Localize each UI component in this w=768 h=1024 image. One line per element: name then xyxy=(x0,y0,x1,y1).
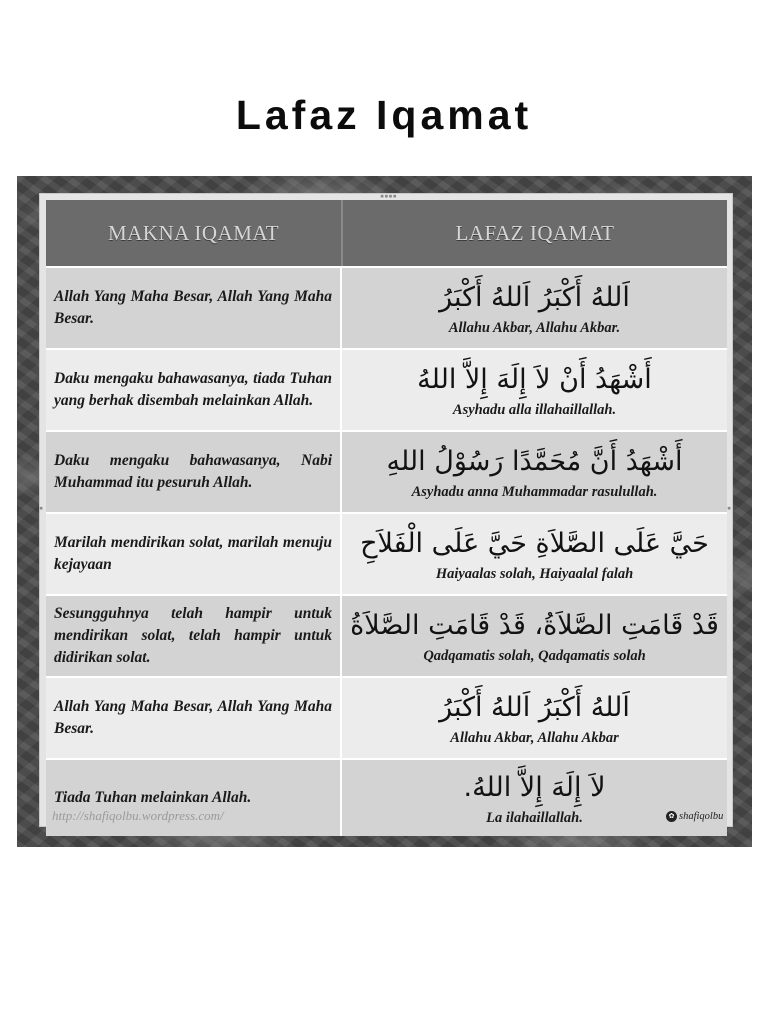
meaning-text: Daku mengaku bahawasanya, tiada Tuhan yang berhak disembah melainkan Allah. xyxy=(54,370,332,409)
lafaz-cell xyxy=(342,268,727,348)
meaning-cell xyxy=(46,350,342,430)
transliteration-text: Haiyaalas solah, Haiyaalal falah xyxy=(435,565,634,582)
transliteration-text: Asyhadu anna Muhammadar rasulullah. xyxy=(411,483,658,500)
lafaz-cell xyxy=(342,678,727,758)
frame-handle-right: ▪ xyxy=(727,504,732,512)
arabic-text: أَشْهَدُ أَنْ لاَ إِلَهَ إِلاَّ اللهُ xyxy=(417,363,652,395)
watermark-url: http://shafiqolbu.wordpress.com/ xyxy=(52,808,224,823)
meaning-text: Allah Yang Maha Besar, Allah Yang Maha Besar. xyxy=(54,288,332,327)
transliteration-text: Allahu Akbar, Allahu Akbar. xyxy=(448,319,621,336)
meaning-cell xyxy=(46,760,342,836)
iqamat-table xyxy=(46,200,727,836)
lafaz-cell xyxy=(342,596,727,676)
meaning-text: Daku mengaku bahawasanya, Nabi Muhammad itu pesuruh Allah. xyxy=(54,452,332,491)
meaning-cell xyxy=(46,514,342,594)
arabic-text: أَشْهَدُ أَنَّ مُحَمَّدًا رَسُوْلُ اللهِ xyxy=(386,445,683,477)
lafaz-cell xyxy=(342,760,727,836)
header-makna-iqamat: MAKNA IQAMAT xyxy=(46,200,342,266)
transliteration-text: Asyhadu alla illahaillallah. xyxy=(452,401,617,418)
header-lafaz-iqamat: LAFAZ IQAMAT xyxy=(342,200,727,266)
meaning-text: Marilah mendirikan solat, marilah menuju kejayaan xyxy=(54,534,332,573)
lafaz-cell xyxy=(342,432,727,512)
transliteration-text: Allahu Akbar, Allahu Akbar xyxy=(450,729,619,746)
meaning-cell xyxy=(46,678,342,758)
meaning-text: Sesungguhnya telah hampir untuk mendirikan solat, telah hampir untuk didirikan solat. xyxy=(54,605,332,666)
lafaz-cell xyxy=(342,350,727,430)
arabic-text: اَللهُ أَكْبَرُ اَللهُ أَكْبَرُ xyxy=(439,691,630,723)
meaning-cell xyxy=(46,432,342,512)
arabic-text: لاَ إِلَهَ إِلاَّ اللهُ. xyxy=(463,771,606,803)
arabic-text: اَللهُ أَكْبَرُ اَللهُ أَكْبَرُ xyxy=(439,281,630,313)
frame-handle-left: ▪ xyxy=(39,504,44,512)
shafiqolbu-logo xyxy=(666,811,723,822)
arabic-text: حَيَّ عَلَى الصَّلاَةِ حَيَّ عَلَى الْفَلاَحِ xyxy=(360,527,709,559)
arabic-text: قَدْ قَامَتِ الصَّلاَةُ، قَدْ قَامَتِ الصَّلاَةُ xyxy=(350,609,719,641)
flower-icon: ✿ xyxy=(666,811,677,822)
meaning-cell xyxy=(46,268,342,348)
lafaz-cell xyxy=(342,514,727,594)
logo-text: shafiqolbu xyxy=(679,811,724,822)
meaning-text: Tiada Tuhan melainkan Allah. xyxy=(54,789,252,806)
frame-handle-top: ▪▪▪▪ xyxy=(380,192,397,200)
transliteration-text: La ilahaillallah. xyxy=(486,809,583,826)
meaning-text: Allah Yang Maha Besar, Allah Yang Maha Besar. xyxy=(54,698,332,737)
transliteration-text: Qadqamatis solah, Qadqamatis solah xyxy=(423,647,646,664)
page-title: Lafaz Iqamat xyxy=(235,92,533,138)
meaning-cell xyxy=(46,596,342,676)
